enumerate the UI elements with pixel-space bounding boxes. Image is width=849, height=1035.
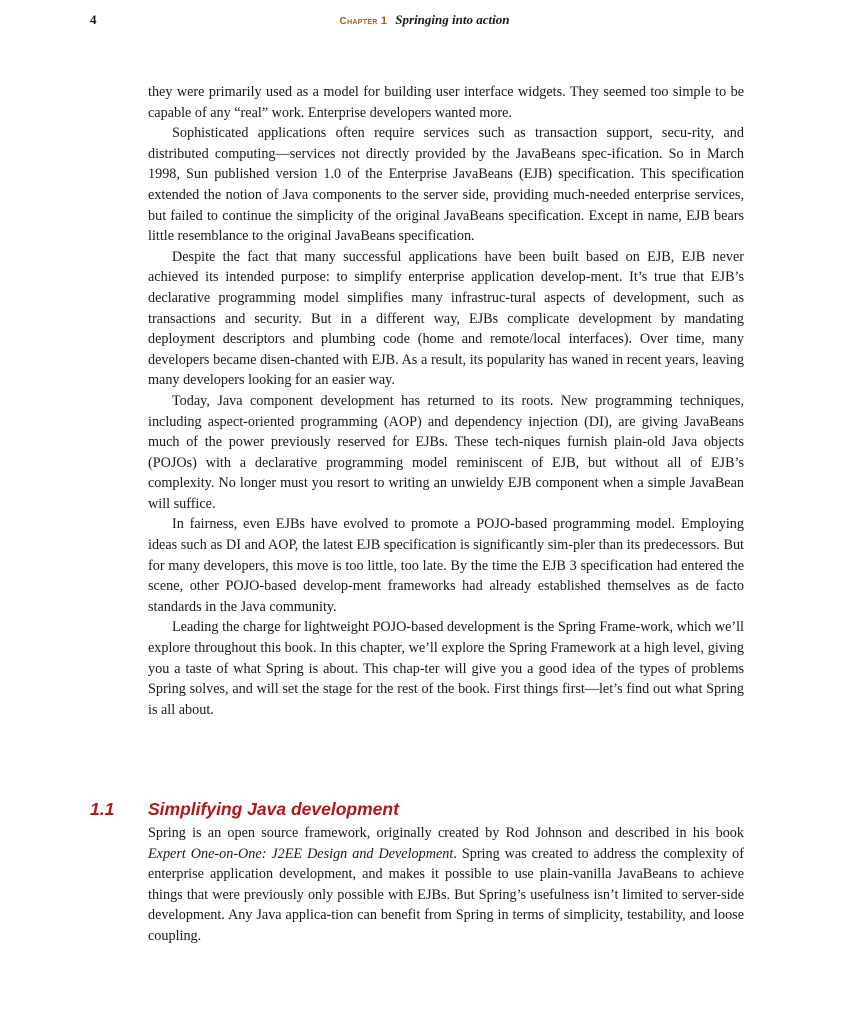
paragraph: Today, Java component development has returned to its roots. New programming techniques, including aspect-oriented programming (AOP) and dependency injection (DI), are giving JavaBeans much of the power previously reserved for EJBs. These tech-niques furnish plain-old Java objects (POJOs) with a declarative programming model reminiscent of EJB, but without all of EJB’s complexity. No longer must you resort to writing an unwieldy EJB component when a simple JavaBean will suffice.: [148, 392, 744, 512]
paragraph: Sophisticated applications often require services such as transaction support, secu-rity, and distributed computing—services not directly provided by the JavaBeans spec-ification. So in March 1998, Sun published version 1.0 of the Enterprise JavaBeans (EJB) specification. This specification extended the notion of Java components to the server side, providing much-needed enterprise services, but failed to continue the simplicity of the original JavaBeans specification. Except in name, EJB bears little resemblance to the original JavaBeans specification.: [148, 125, 744, 245]
page-number: 4: [90, 12, 97, 27]
paragraph: Leading the charge for lightweight POJO-based development is the Spring Frame-work, which we’ll explore throughout this book. In this chapter, we’ll explore the Spring Framework at a high level, giving you a taste of what Spring is about. This chap-ter will give you a good idea of the types of problems Spring solves, and will set the stage for the rest of the book. First things first—let’s find out what Spring is all about.: [148, 619, 744, 718]
paragraph: Despite the fact that many successful applications have been built based on EJB, EJB never achieved its intended purpose: to simplify enterprise application develop-ment. It’s true that EJB’s declarative programming model simplifies many infrastruc-tural aspects of development, such as transactions and security. But in a different way, EJBs complicate development by mandating deployment descriptors and plumbing code (home and remote/local interfaces). Over time, many developers became disen-chanted with EJB. As a result, its popularity has waned in recent years, leaving many developers looking for an easier way.: [148, 248, 744, 389]
chapter-title: Springing into action: [395, 12, 510, 27]
section-heading: [90, 797, 750, 821]
chapter-label: Chapter: [339, 16, 378, 27]
paragraph: In fairness, even EJBs have evolved to promote a POJO-based programming model. Employing ideas such as DI and AOP, the latest EJB specification is significantly sim-pler than its predecessors. But for many developers, this move is too little, too late. By the time the EJB 3 specification had entered the scene, other POJO-based develop-ment frameworks had already established themselves as de facto standards in the Java community.: [148, 516, 744, 615]
chapter-number: 1: [380, 15, 388, 27]
book-title: Expert One-on-One: J2EE Design and Development: [148, 845, 454, 862]
body-text: [148, 82, 744, 720]
paragraph-continued: they were primarily used as a model for building user interface widgets. They seemed too simple to be capable of any “real” work. Enterprise developers wanted more.: [148, 84, 744, 121]
section-title: Simplifying Java development: [148, 799, 399, 819]
section-paragraph: [148, 823, 744, 947]
section-text-before-book: Spring is an open source framework, originally created by Rod Johnson and described in his book: [148, 825, 744, 841]
section-number: 1.1: [90, 799, 115, 819]
section-text-after-book: . Spring was created to address the complexity of enterprise application development, and makes it possible to use plain-vanilla JavaBeans to achieve things that were previously only possible with EJBs. But Spring’s usefulness isn’t limited to server-side development. Any Java applica-tion can benefit from Spring in terms of simplicity, testability, and loose coupling.: [148, 845, 745, 944]
section-body: [148, 823, 744, 947]
running-head: [0, 12, 849, 30]
